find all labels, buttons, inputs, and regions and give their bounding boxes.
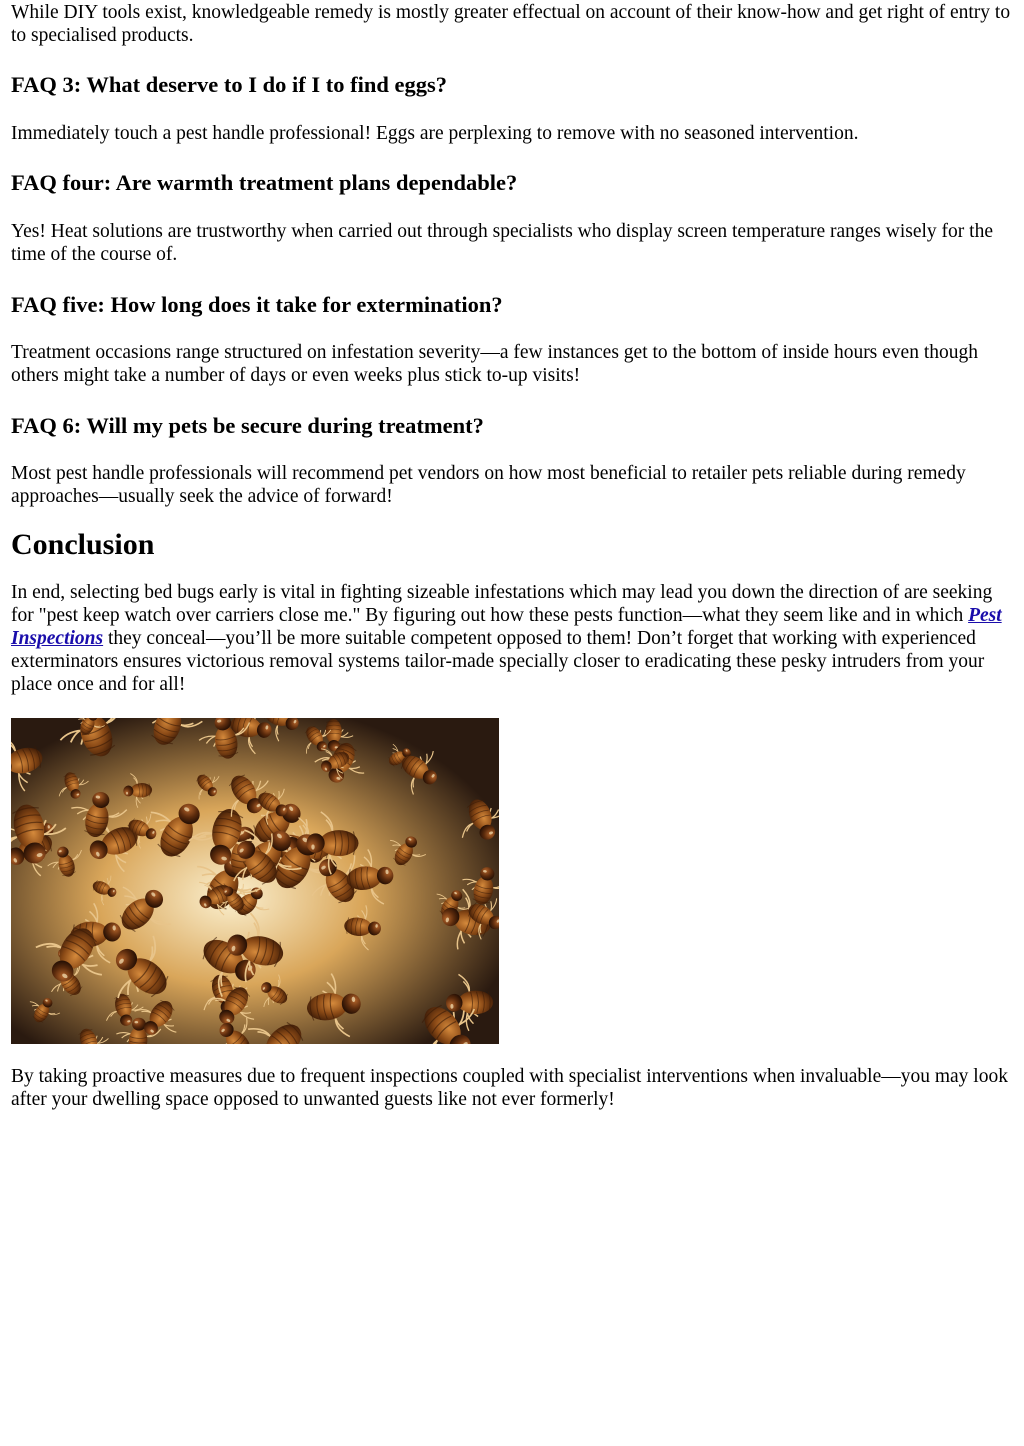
termite-colony-image xyxy=(11,718,499,1044)
intro-paragraph: While DIY tools exist, knowledgeable remedy is mostly greater effectual on account of their know-how and get right of entry to to specialised products. xyxy=(11,2,1011,46)
faq-3-answer: Immediately touch a pest handle professional! Eggs are perplexing to remove with no seasoned intervention. xyxy=(11,123,859,144)
conclusion-text-before-link: In end, selecting bed bugs early is vital in fighting sizeable infestations which may lead you down the direction of are seeking for "pest keep watch over carriers close me." By figuring out how these pests function—what they seem like and in which xyxy=(11,582,993,626)
conclusion-heading: Conclusion xyxy=(11,528,155,561)
faq-6-answer: Most pest handle professionals will recommend pet vendors on how most beneficial to retailer pets reliable during remedy approaches—usually seek the advice of forward! xyxy=(11,463,966,507)
termite-colony-photo xyxy=(11,718,499,1044)
pest-inspections-link[interactable]: Pest Inspections xyxy=(11,605,1002,649)
conclusion-paragraph xyxy=(11,581,1013,696)
faq-3-question: FAQ 3: What deserve to I do if I to find eggs? xyxy=(11,72,448,97)
faq-5-answer: Treatment occasions range structured on infestation severity—a few instances get to the bottom of inside hours even though others might take a number of days or even weeks plus stick to-up visits! xyxy=(11,342,979,386)
faq-4-answer: Yes! Heat solutions are trustworthy when carried out through specialists who display screen temperature ranges wisely for the time of the course of. xyxy=(11,221,993,265)
faq-4-question: FAQ four: Are warmth treatment plans dependable? xyxy=(11,170,518,195)
faq-5-question: FAQ five: How long does it take for extermination? xyxy=(11,292,503,317)
closing-paragraph: By taking proactive measures due to frequent inspections coupled with specialist interventions when invaluable—you may look after your dwelling space opposed to unwanted guests like not ever formerly! xyxy=(11,1066,1008,1110)
conclusion-text-after-link: they conceal—you’ll be more suitable competent opposed to them! Don’t forget that working with experienced exterminators ensures victorious removal systems tailor-made specially closer to eradicating these pesky intruders from your place once and for all! xyxy=(11,628,985,695)
faq-6-question: FAQ 6: Will my pets be secure during treatment? xyxy=(11,413,484,438)
